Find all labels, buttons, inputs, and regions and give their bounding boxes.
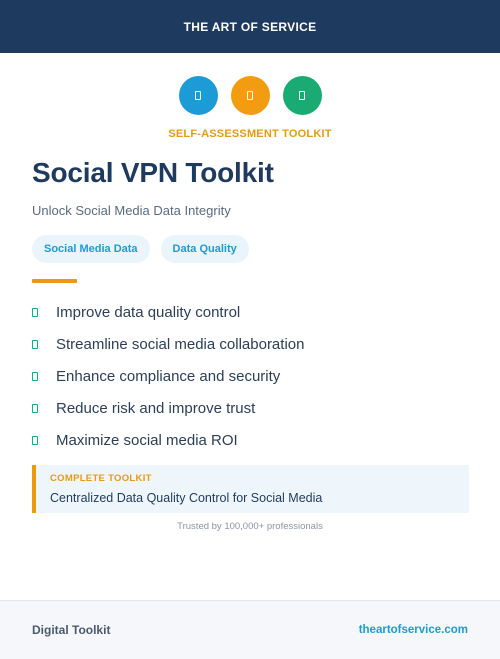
benefit-text: Maximize social media ROI (56, 431, 238, 449)
footer-label: Digital Toolkit (32, 623, 111, 637)
benefit-list (32, 296, 304, 456)
trust-note: Trusted by 100,000+ professionals (177, 521, 323, 532)
blue-badge-icon (179, 76, 218, 115)
check-icon (32, 340, 38, 349)
check-icon (32, 404, 38, 413)
benefit-text: Streamline social media collaboration (56, 335, 305, 353)
eyebrow-label: SELF-ASSESSMENT TOOLKIT (168, 128, 332, 140)
tag-social-media-data: Social Media Data (32, 235, 150, 263)
benefit-item (32, 392, 304, 424)
callout-label: COMPLETE TOOLKIT (50, 473, 152, 484)
toolkit-callout (32, 465, 469, 513)
check-icon (32, 436, 38, 445)
benefit-item (32, 360, 304, 392)
benefit-text: Reduce risk and improve trust (56, 399, 256, 417)
benefit-text: Enhance compliance and security (56, 367, 281, 385)
footer (0, 600, 500, 659)
benefit-item (32, 328, 304, 360)
accent-divider (32, 279, 77, 283)
page-title: Social VPN Toolkit (32, 157, 274, 188)
check-icon (32, 372, 38, 381)
check-icon (32, 308, 38, 317)
tag-list (32, 235, 249, 263)
website-link[interactable]: theartofservice.com (358, 624, 468, 636)
feature-icons (0, 76, 500, 115)
page-subtitle: Unlock Social Media Data Integrity (32, 203, 231, 218)
green-badge-icon (283, 76, 322, 115)
benefit-text: Improve data quality control (56, 303, 241, 321)
benefit-item (32, 424, 304, 456)
brand-name: THE ART OF SERVICE (183, 19, 317, 34)
orange-badge-icon (231, 76, 270, 115)
tag-data-quality: Data Quality (161, 235, 249, 263)
top-banner (0, 0, 500, 53)
benefit-item (32, 296, 304, 328)
callout-text: Centralized Data Quality Control for Social Media (50, 491, 323, 505)
